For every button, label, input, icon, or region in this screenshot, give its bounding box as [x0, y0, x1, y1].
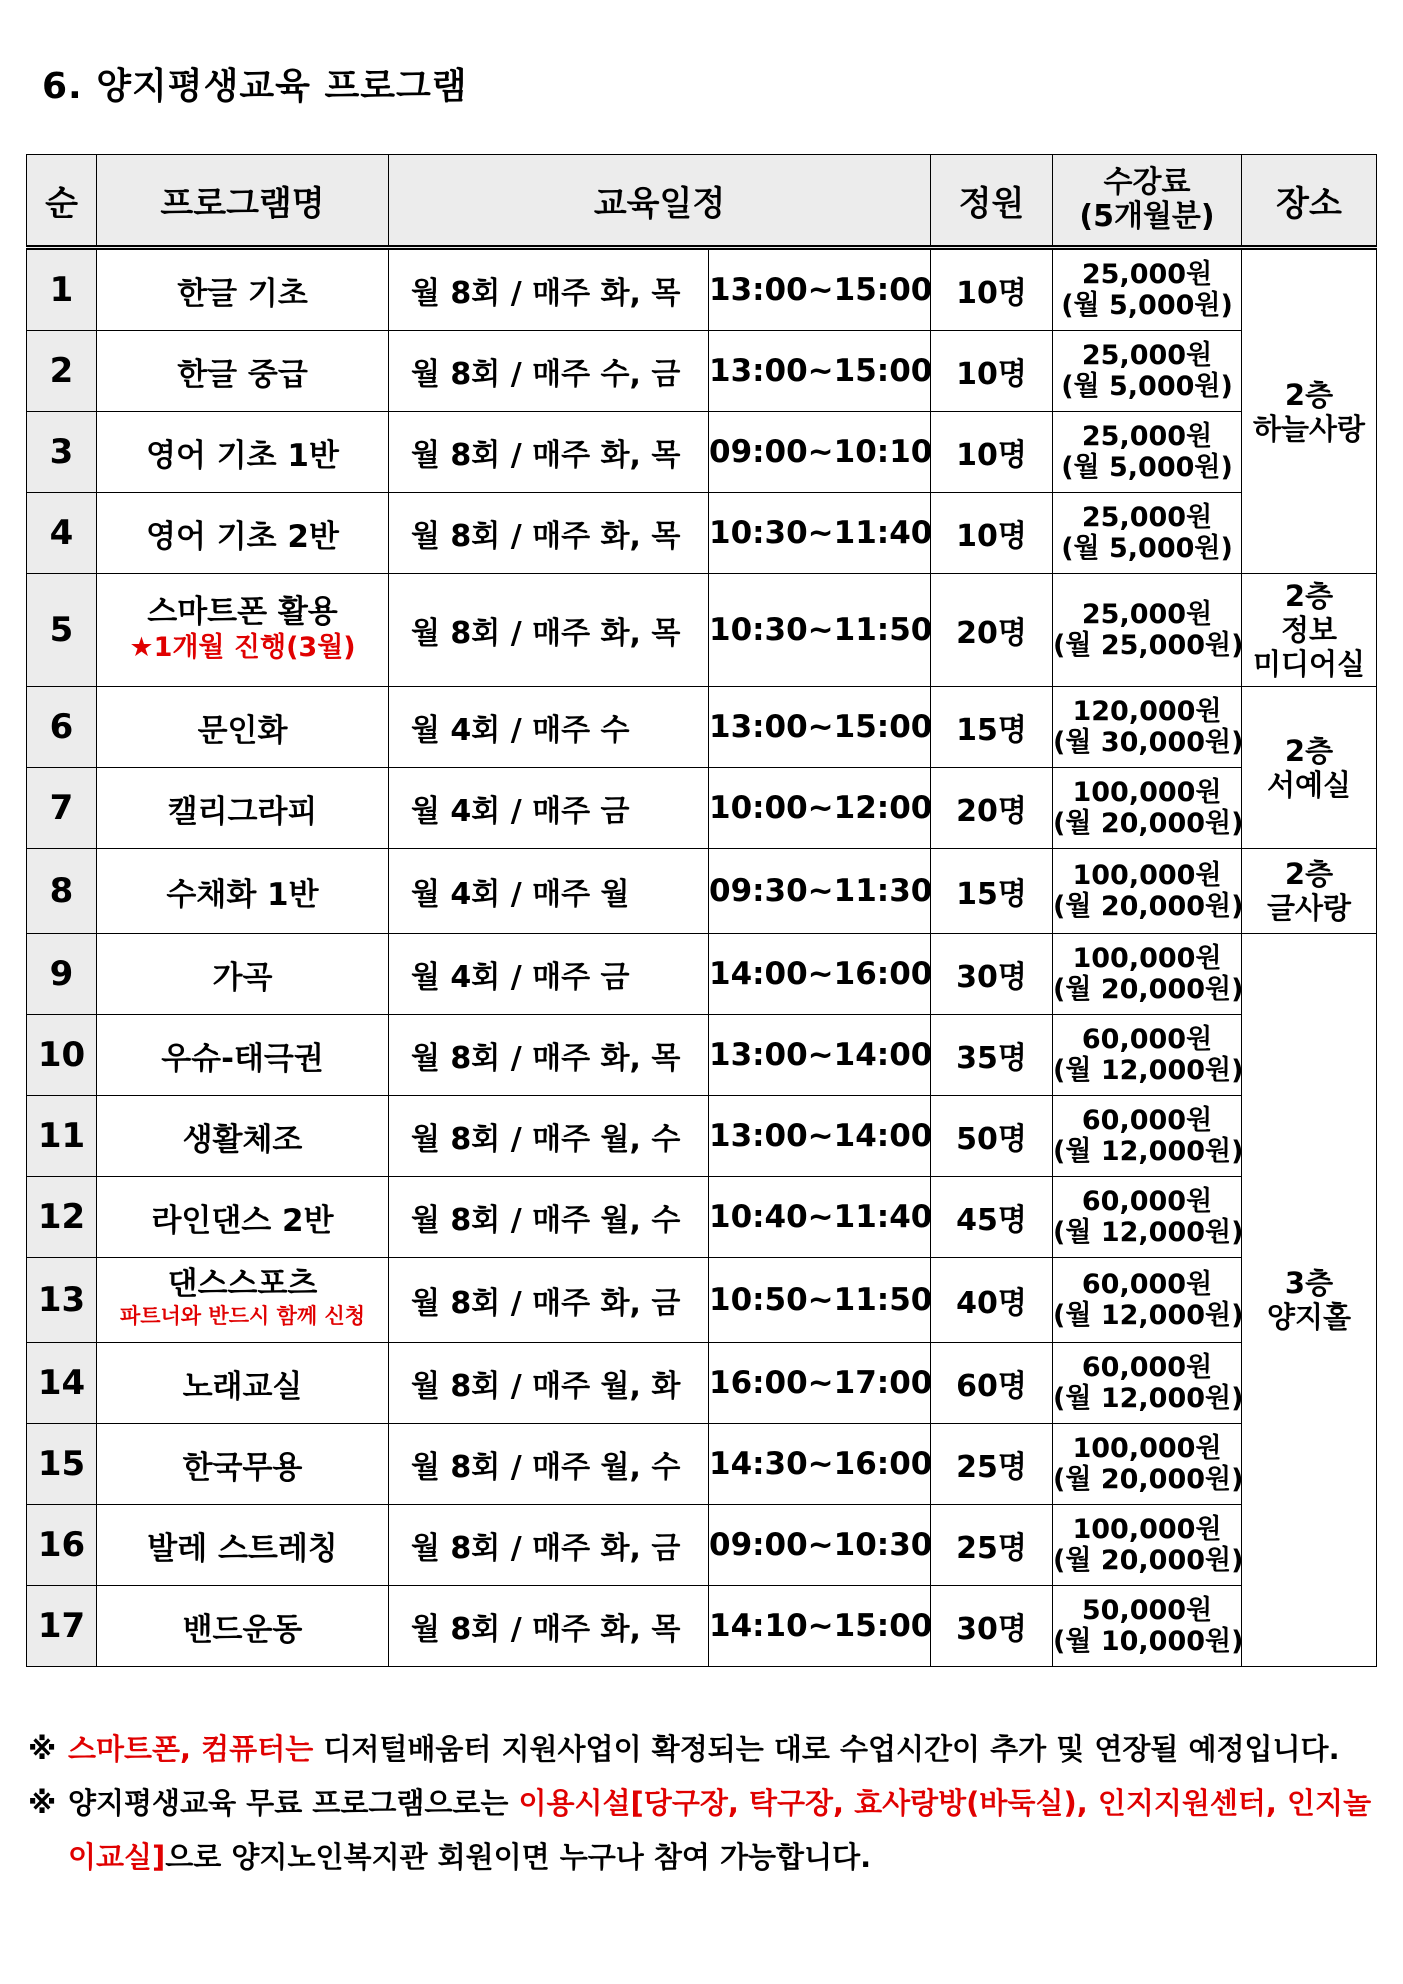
row-num: 4 — [27, 493, 97, 574]
row-num: 6 — [27, 687, 97, 768]
row-fee — [1053, 1586, 1242, 1667]
row-capacity: 40명 — [931, 1258, 1053, 1343]
program-table — [26, 154, 1377, 1667]
row-schedule: 월 8회 / 매주 화, 금 — [389, 1258, 709, 1343]
row-name: 발레 스트레칭 — [97, 1505, 389, 1586]
row-fee — [1053, 1505, 1242, 1586]
table-row — [27, 574, 1377, 687]
row-schedule: 월 8회 / 매주 화, 금 — [389, 1505, 709, 1586]
row-name: 한국무용 — [97, 1424, 389, 1505]
note-1-highlight: 스마트폰, 컴퓨터는 — [68, 1732, 314, 1766]
place-floor: 2층 — [1284, 857, 1334, 891]
program-note: ★1개월 진행(3월) — [129, 632, 356, 663]
row-num: 11 — [27, 1096, 97, 1177]
row-schedule: 월 8회 / 매주 화, 목 — [389, 574, 709, 687]
row-time: 13:00~15:00 — [709, 687, 931, 768]
row-capacity: 10명 — [931, 331, 1053, 412]
fee-monthly: (월 10,000원) — [1053, 1626, 1244, 1657]
row-time: 10:00~12:00 — [709, 768, 931, 849]
row-fee — [1053, 687, 1242, 768]
row-capacity: 10명 — [931, 412, 1053, 493]
row-fee — [1053, 1015, 1242, 1096]
fee-monthly: (월 30,000원) — [1053, 727, 1244, 758]
row-capacity: 20명 — [931, 768, 1053, 849]
note-2 — [28, 1776, 1378, 1884]
place-floor: 3층 — [1284, 1266, 1334, 1300]
place-floor: 2층 — [1284, 579, 1334, 613]
note-2-tail: 으로 양지노인복지관 회원이면 누구나 참여 가능합니다. — [165, 1840, 872, 1874]
row-fee — [1053, 1424, 1242, 1505]
row-capacity: 10명 — [931, 248, 1053, 331]
header-place: 장소 — [1242, 155, 1377, 248]
fee-total: 25,000원 — [1081, 421, 1213, 452]
program-name: 댄스스포츠 — [167, 1266, 318, 1302]
program-name: 스마트폰 활용 — [147, 594, 338, 630]
table-row — [27, 1096, 1377, 1177]
fee-monthly: (월 12,000원) — [1053, 1136, 1244, 1167]
fee-total: 60,000원 — [1081, 1105, 1213, 1136]
row-name: 라인댄스 2반 — [97, 1177, 389, 1258]
place-floor: 2층 — [1284, 733, 1334, 768]
row-num: 5 — [27, 574, 97, 687]
row-schedule: 월 8회 / 매주 화, 목 — [389, 412, 709, 493]
fee-monthly: (월 5,000원) — [1061, 371, 1233, 402]
row-schedule: 월 8회 / 매주 월, 수 — [389, 1177, 709, 1258]
fee-total: 60,000원 — [1081, 1024, 1213, 1055]
row-fee — [1053, 1177, 1242, 1258]
row-capacity: 60명 — [931, 1343, 1053, 1424]
row-time: 14:30~16:00 — [709, 1424, 931, 1505]
table-row — [27, 1177, 1377, 1258]
fee-monthly: (월 20,000원) — [1053, 974, 1244, 1005]
note-1-body: 디저털배움터 지원사업이 확정되는 대로 수업시간이 추가 및 연장될 예정입니다. — [313, 1732, 1340, 1766]
fee-total: 100,000원 — [1072, 860, 1222, 891]
row-capacity: 25명 — [931, 1424, 1053, 1505]
header-schedule: 교육일정 — [389, 155, 931, 248]
fee-total: 25,000원 — [1081, 502, 1213, 533]
row-time: 09:30~11:30 — [709, 849, 931, 934]
row-schedule: 월 4회 / 매주 수 — [389, 687, 709, 768]
note-1 — [28, 1722, 1378, 1776]
row-fee — [1053, 1343, 1242, 1424]
table-row — [27, 687, 1377, 768]
row-num: 12 — [27, 1177, 97, 1258]
row-time: 14:00~16:00 — [709, 934, 931, 1015]
place-room: 정보 — [1281, 613, 1338, 647]
row-name — [97, 574, 389, 687]
fee-total: 25,000원 — [1081, 599, 1213, 630]
note-2-highlight: 이용시설[당구장, 탁구장, 효사랑방(바둑실), 인지지원센터, 인지놀이교실] — [68, 1786, 1372, 1874]
table-row — [27, 1586, 1377, 1667]
place-cell — [1242, 687, 1377, 849]
row-capacity: 50명 — [931, 1096, 1053, 1177]
row-name — [97, 1258, 389, 1343]
row-num: 15 — [27, 1424, 97, 1505]
place-cell — [1242, 248, 1377, 574]
row-fee — [1053, 1258, 1242, 1343]
table-row — [27, 768, 1377, 849]
table-header-row — [27, 155, 1377, 248]
note-2-lead: 양지평생교육 무료 프로그램으로는 — [68, 1786, 519, 1820]
place-room: 서예실 — [1266, 767, 1352, 802]
place-room: 양지홀 — [1266, 1300, 1352, 1334]
fee-total: 100,000원 — [1072, 1433, 1222, 1464]
fee-monthly: (월 12,000원) — [1053, 1055, 1244, 1086]
row-capacity: 10명 — [931, 493, 1053, 574]
row-name: 수채화 1반 — [97, 849, 389, 934]
row-name: 밴드운동 — [97, 1586, 389, 1667]
table-row — [27, 493, 1377, 574]
row-time: 13:00~14:00 — [709, 1015, 931, 1096]
row-schedule: 월 8회 / 매주 월, 화 — [389, 1343, 709, 1424]
table-row — [27, 1343, 1377, 1424]
row-schedule: 월 8회 / 매주 화, 목 — [389, 1015, 709, 1096]
header-fee — [1053, 155, 1242, 248]
row-capacity: 45명 — [931, 1177, 1053, 1258]
fee-monthly: (월 20,000원) — [1053, 808, 1244, 839]
row-name: 캘리그라피 — [97, 768, 389, 849]
row-fee — [1053, 934, 1242, 1015]
notes-section — [28, 1722, 1378, 1884]
place-floor: 2층 — [1284, 377, 1334, 412]
row-time: 13:00~15:00 — [709, 248, 931, 331]
place-cell — [1242, 934, 1377, 1667]
place-room: 글사랑 — [1266, 891, 1352, 925]
row-schedule: 월 4회 / 매주 월 — [389, 849, 709, 934]
fee-total: 120,000원 — [1072, 696, 1222, 727]
fee-total: 25,000원 — [1081, 259, 1213, 290]
row-time: 10:40~11:40 — [709, 1177, 931, 1258]
fee-total: 100,000원 — [1072, 777, 1222, 808]
row-fee — [1053, 412, 1242, 493]
row-num: 9 — [27, 934, 97, 1015]
table-row — [27, 849, 1377, 934]
row-name: 우슈-태극권 — [97, 1015, 389, 1096]
row-capacity: 25명 — [931, 1505, 1053, 1586]
reference-mark-icon: ※ — [28, 1732, 57, 1766]
row-fee — [1053, 248, 1242, 331]
row-schedule: 월 8회 / 매주 화, 목 — [389, 493, 709, 574]
fee-monthly: (월 5,000원) — [1061, 452, 1233, 483]
row-fee — [1053, 493, 1242, 574]
table-row — [27, 412, 1377, 493]
table-row — [27, 248, 1377, 331]
header-capacity: 정원 — [931, 155, 1053, 248]
table-row — [27, 331, 1377, 412]
row-schedule: 월 4회 / 매주 금 — [389, 768, 709, 849]
fee-monthly: (월 12,000원) — [1053, 1383, 1244, 1414]
fee-total: 100,000원 — [1072, 943, 1222, 974]
row-capacity: 30명 — [931, 1586, 1053, 1667]
row-schedule: 월 8회 / 매주 화, 목 — [389, 248, 709, 331]
row-capacity: 20명 — [931, 574, 1053, 687]
place-cell — [1242, 574, 1377, 687]
fee-monthly: (월 20,000원) — [1053, 1545, 1244, 1576]
row-num: 13 — [27, 1258, 97, 1343]
row-schedule: 월 8회 / 매주 월, 수 — [389, 1096, 709, 1177]
row-num: 17 — [27, 1586, 97, 1667]
row-time: 10:30~11:40 — [709, 493, 931, 574]
fee-monthly: (월 5,000원) — [1061, 290, 1233, 321]
table-row — [27, 1258, 1377, 1343]
fee-monthly: (월 12,000원) — [1053, 1300, 1244, 1331]
row-num: 16 — [27, 1505, 97, 1586]
place-room-2: 미디어실 — [1252, 647, 1366, 681]
row-time: 16:00~17:00 — [709, 1343, 931, 1424]
fee-total: 25,000원 — [1081, 340, 1213, 371]
row-capacity: 15명 — [931, 849, 1053, 934]
row-schedule: 월 4회 / 매주 금 — [389, 934, 709, 1015]
row-name: 생활체조 — [97, 1096, 389, 1177]
row-fee — [1053, 1096, 1242, 1177]
row-fee — [1053, 849, 1242, 934]
row-num: 2 — [27, 331, 97, 412]
row-capacity: 30명 — [931, 934, 1053, 1015]
header-fee-line1: 수강료 — [1103, 165, 1191, 200]
row-name: 가곡 — [97, 934, 389, 1015]
row-num: 1 — [27, 248, 97, 331]
place-cell — [1242, 849, 1377, 934]
header-fee-line2: (5개월분) — [1079, 199, 1215, 234]
row-name: 한글 중급 — [97, 331, 389, 412]
row-fee — [1053, 574, 1242, 687]
row-time: 10:30~11:50 — [709, 574, 931, 687]
row-num: 7 — [27, 768, 97, 849]
row-name: 노래교실 — [97, 1343, 389, 1424]
fee-total: 60,000원 — [1081, 1352, 1213, 1383]
row-name: 문인화 — [97, 687, 389, 768]
fee-total: 50,000원 — [1081, 1595, 1213, 1626]
row-name: 영어 기초 2반 — [97, 493, 389, 574]
row-time: 09:00~10:30 — [709, 1505, 931, 1586]
row-time: 10:50~11:50 — [709, 1258, 931, 1343]
row-num: 3 — [27, 412, 97, 493]
page-title: 6. 양지평생교육 프로그램 — [42, 66, 468, 107]
row-name: 영어 기초 1반 — [97, 412, 389, 493]
row-time: 14:10~15:00 — [709, 1586, 931, 1667]
header-num: 순 — [27, 155, 97, 248]
row-time: 13:00~14:00 — [709, 1096, 931, 1177]
table-row — [27, 1015, 1377, 1096]
fee-monthly: (월 20,000원) — [1053, 891, 1244, 922]
row-num: 14 — [27, 1343, 97, 1424]
program-note: 파트너와 반드시 함께 신청 — [119, 1304, 366, 1328]
fee-total: 100,000원 — [1072, 1514, 1222, 1545]
row-num: 10 — [27, 1015, 97, 1096]
fee-total: 60,000원 — [1081, 1186, 1213, 1217]
header-name: 프로그램명 — [97, 155, 389, 248]
row-time: 13:00~15:00 — [709, 331, 931, 412]
note-2-text — [68, 1776, 1378, 1884]
row-capacity: 15명 — [931, 687, 1053, 768]
row-num: 8 — [27, 849, 97, 934]
row-fee — [1053, 768, 1242, 849]
row-schedule: 월 8회 / 매주 월, 수 — [389, 1424, 709, 1505]
row-time: 09:00~10:10 — [709, 412, 931, 493]
note-1-text — [68, 1722, 1378, 1776]
row-fee — [1053, 331, 1242, 412]
reference-mark-icon: ※ — [28, 1786, 57, 1820]
table-row — [27, 934, 1377, 1015]
fee-total: 60,000원 — [1081, 1269, 1213, 1300]
row-schedule: 월 8회 / 매주 수, 금 — [389, 331, 709, 412]
place-room: 하늘사랑 — [1252, 411, 1366, 446]
table-row — [27, 1424, 1377, 1505]
table-row — [27, 1505, 1377, 1586]
fee-monthly: (월 5,000원) — [1061, 533, 1233, 564]
fee-monthly: (월 25,000원) — [1053, 630, 1244, 661]
row-name: 한글 기초 — [97, 248, 389, 331]
fee-monthly: (월 20,000원) — [1053, 1464, 1244, 1495]
row-schedule: 월 8회 / 매주 화, 목 — [389, 1586, 709, 1667]
fee-monthly: (월 12,000원) — [1053, 1217, 1244, 1248]
row-capacity: 35명 — [931, 1015, 1053, 1096]
